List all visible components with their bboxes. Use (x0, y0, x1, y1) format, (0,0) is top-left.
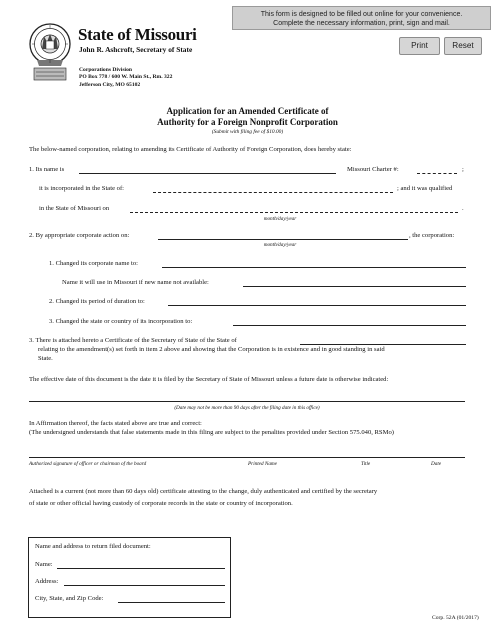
item2-label: 2. By appropriate corporate action on: (29, 232, 130, 239)
new-state-field[interactable] (233, 325, 466, 326)
signature-line[interactable] (29, 457, 465, 458)
corporation-name-field[interactable] (79, 173, 336, 174)
item3-line2: relating to the amendment(s) set forth in item 2 above and showing that the Corporation is in existence and in good standing in said (38, 346, 385, 353)
item3-line1: 3. There is attached hereto a Certificate of the Secretary of State of the State of (29, 337, 237, 344)
qualified-text: ; and it was qualified (397, 185, 453, 192)
attached-line2: of state or other official having custody of corporate records in the state or country of incorporation. (29, 500, 293, 507)
charter-label: Missouri Charter #: (347, 166, 399, 173)
duration-field[interactable] (168, 305, 466, 306)
attached-line1: Attached is a current (not more than 60 days old) certificate attesting to the change, duly authenticated and certified by the secretary (29, 488, 378, 495)
return-name-label: Name: (35, 561, 53, 568)
date-label: Date (431, 461, 442, 467)
affirmation-line2: (The undersigned understands that false statements made in this filing are subject to the penalites provided under Section 575.040, RSMo) (29, 429, 394, 436)
qualification-date-field[interactable] (130, 212, 458, 213)
effective-date-hint: (Date may not be more than 90 days after the filing date in this office) (174, 405, 320, 411)
print-button[interactable]: Print (399, 37, 440, 55)
item3-line3: State. (38, 355, 53, 362)
item1-period: . (462, 205, 464, 212)
new-name-field[interactable] (162, 267, 466, 268)
change-name-label: 1. Changed its corporate name to: (49, 260, 138, 267)
office-address (79, 67, 172, 89)
date-format-hint: month/day/year (263, 216, 297, 222)
alternate-name-field[interactable] (243, 286, 466, 287)
affirmation-line1: In Affirmation thereof, the facts stated above are true and correct: (29, 420, 202, 427)
form-title-line2: Authority for a Foreign Nonprofit Corporation (157, 117, 338, 127)
state-seal-image (28, 22, 72, 84)
return-city-field[interactable] (118, 602, 225, 603)
action-date-field[interactable] (158, 239, 408, 240)
alternate-name-label: Name it will use in Missouri if new name not available: (62, 279, 209, 286)
notice-line: This form is designed to be filled out online for your convenience. (260, 11, 463, 18)
signature-label: Authorized signature of officer or chairman of the board (29, 461, 147, 467)
return-address-label: Address: (35, 578, 59, 585)
notice-line: Complete the necessary information, print, sign and mail. (273, 20, 450, 27)
incorporated-label: it is incorporated in the State of: (39, 185, 124, 192)
address-line: Corporations Division (79, 67, 132, 73)
change-state-label: 3. Changed the state or country of its incorporation to: (49, 318, 193, 325)
return-address-field[interactable] (64, 585, 225, 586)
online-notice (232, 6, 491, 30)
title-label: Title (361, 461, 371, 467)
filing-fee-note: (Submit with filing fee of $10.00) (211, 129, 284, 135)
effective-date-field[interactable] (29, 401, 465, 402)
return-name-field[interactable] (57, 568, 225, 569)
state-title: State of Missouri (78, 25, 197, 44)
form-title-line1: Application for an Amended Certificate of (166, 106, 329, 116)
charter-number-field[interactable] (417, 173, 457, 174)
charter-semicolon: ; (462, 166, 464, 173)
return-heading: Name and address to return filed document: (35, 543, 151, 550)
return-city-label: City, State, and Zip Code: (35, 595, 104, 602)
form-identifier: Corp. 52A (01/2017) (432, 615, 479, 621)
certificate-state-field[interactable] (300, 344, 466, 345)
change-duration-label: 2. Changed its period of duration to: (49, 298, 145, 305)
address-line: Jefferson City, MO 65102 (79, 81, 141, 88)
date-format-hint: month/day/year (263, 242, 297, 248)
effective-date-statement: The effective date of this document is the date it is filed by the Secretary of State of Missouri unless a future date is otherwise indicated: (29, 376, 389, 383)
secretary-name: John R. Ashcroft, Secretary of State (79, 45, 193, 54)
the-corporation-text: , the corporation: (409, 232, 455, 239)
address-line: PO Box 778 / 600 W. Main St., Rm. 322 (79, 74, 173, 81)
in-missouri-label: in the State of Missouri on (39, 205, 110, 212)
reset-button[interactable]: Reset (444, 37, 482, 55)
intro-statement: The below-named corporation, relating to amending its Certificate of Authority of Foreign Corporation, does hereby state: (29, 146, 352, 153)
printed-name-label: Printed Name (248, 461, 277, 467)
item1-label: 1. Its name is (29, 166, 65, 173)
state-of-incorporation-field[interactable] (153, 192, 393, 193)
